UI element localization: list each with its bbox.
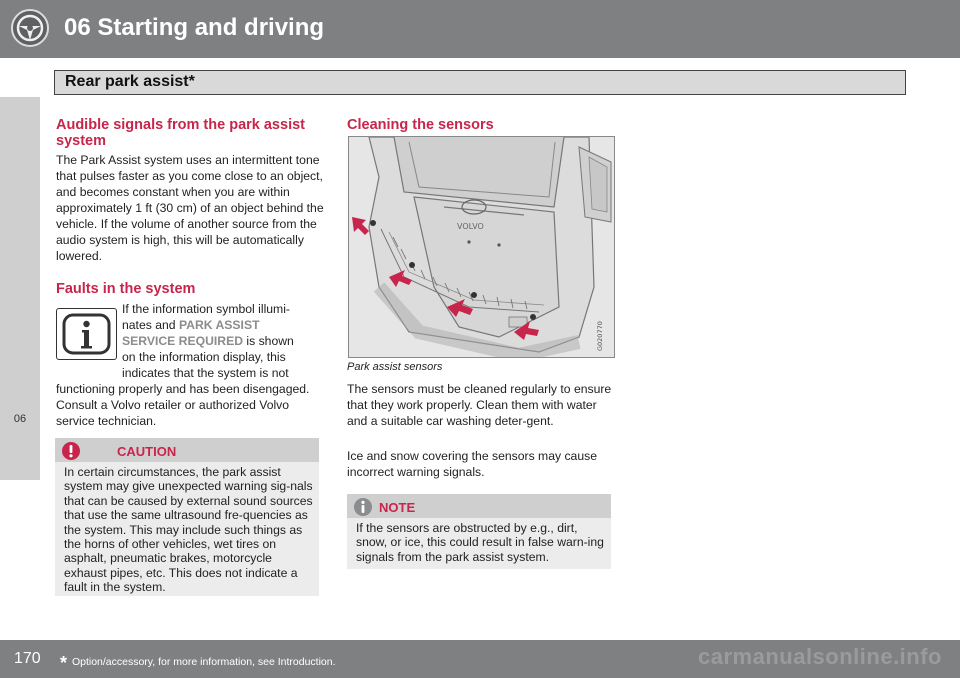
caution-icon — [61, 441, 81, 461]
service-required-keyword: SERVICE REQUIRED — [122, 334, 243, 348]
header-bar — [0, 0, 960, 58]
audible-signals-text: The Park Assist system uses an intermittent tone that pulses faster as you come close to an object, and becomes constant when you are within approximately 1 ft (30 cm) of an object behind the vehicle. If the volume of another source from the audio system is high, this will be automatically lowered. — [56, 153, 324, 263]
figure-caption: Park assist sensors — [347, 361, 443, 373]
note-box — [347, 494, 611, 569]
cleaning-heading: Cleaning the sensors — [347, 117, 494, 133]
info-icon — [353, 497, 373, 517]
section-bar — [54, 70, 906, 95]
faults-line-1: If the information symbol illumi- — [122, 302, 290, 316]
page-number: 170 — [14, 650, 41, 667]
footnote-star: * — [60, 653, 68, 673]
faults-line-2: nates and — [122, 318, 176, 332]
faults-text-intro — [122, 301, 332, 381]
faults-text-rest: functioning properly and has been disengaged. Consult a Volvo retailer or authorized Volvo service technician. — [56, 382, 310, 428]
footnote-text: Option/accessory, for more information, see Introduction. — [71, 656, 336, 668]
caution-title: CAUTION — [117, 444, 177, 459]
figure-code: G020770 — [596, 321, 604, 351]
information-symbol-icon — [56, 308, 117, 360]
audible-signals-heading: Audible signals from the park assist system — [56, 117, 305, 149]
faults-line-3: is shown — [246, 334, 294, 348]
note-text: If the sensors are obstructed by e.g., dirt, snow, or ice, this could result in false warn-ing signals from the park assist system. — [356, 521, 604, 564]
faults-line-4: on the information display, this — [122, 350, 286, 364]
note-header — [347, 494, 611, 518]
footer-note — [60, 653, 336, 674]
caution-header — [55, 438, 319, 462]
chapter-side-tab — [0, 97, 40, 480]
faults-line-5: indicates that the system is not — [122, 366, 289, 380]
caution-box — [55, 438, 319, 596]
note-title: NOTE — [379, 500, 416, 515]
faults-heading: Faults in the system — [56, 281, 196, 297]
chapter-title: 06 Starting and driving — [64, 14, 325, 41]
side-tab-label: 06 — [13, 413, 27, 425]
cleaning-text-2: Ice and snow covering the sensors may cause incorrect warning signals. — [347, 449, 597, 479]
park-assist-keyword: PARK ASSIST — [178, 318, 260, 332]
section-title: Rear park assist* — [65, 73, 195, 90]
watermark: carmanualsonline.info — [698, 644, 942, 669]
svg-text:VOLVO: VOLVO — [457, 222, 484, 231]
cleaning-text-1: The sensors must be cleaned regularly to ensure that they work properly. Clean them with water and a suitable car washing deter-gent. — [347, 382, 612, 428]
park-assist-sensors-illustration — [348, 136, 615, 358]
steering-wheel-icon — [10, 8, 50, 48]
caution-text: In certain circumstances, the park assist system may give unexpected warning sig-nals that can be caused by external sound sources that use the same ultrasound fre-quencies as the system. This may include such things as the horns of other vehicles, wet tires on asphalt, pneumatic brakes, motorcycle exhaust pipes, etc. This does not indicate a fault in the system. — [64, 465, 313, 595]
